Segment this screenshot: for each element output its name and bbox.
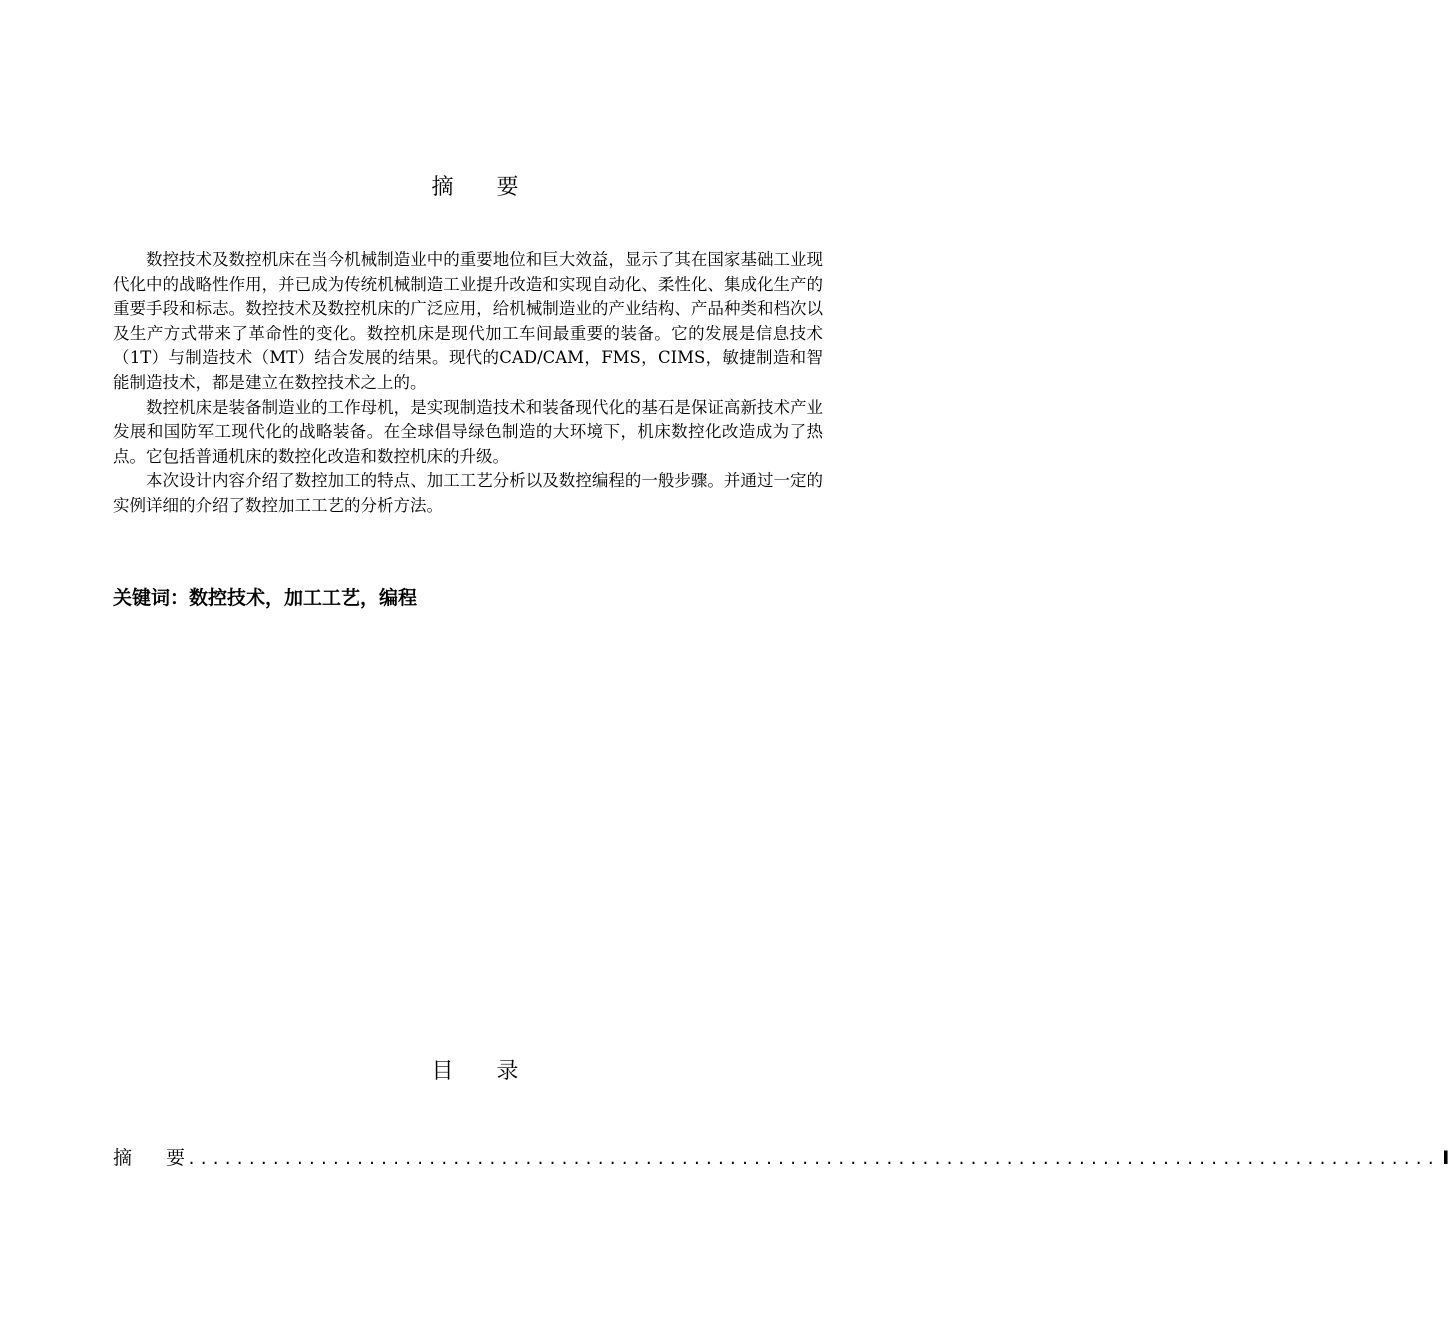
abstract-paragraph-3: 本次设计内容介绍了数控加工的特点、加工工艺分析以及数控编程的一般步骤。并通过一定的实例详细的介绍了数控加工工艺的分析方法。 (113, 471, 823, 515)
keywords-line: 关键词：数控技术，加工工艺，编程 (113, 587, 418, 609)
abstract-paragraph-1: 数控技术及数控机床在当今机械制造业中的重要地位和巨大效益，显示了其在国家基础工业现代化中的战略性作用，并已成为传统机械制造工业提升改造和实现自动化、柔性化、集成化生产的重要手段和标志。数控技术及数控机床的广泛应用，给机械制造业的产业结构、产品种类和档次以及生产方式带来了革命性的变化。数控机床是现代加工车间最重要的装备。它的发展是信息技术（1T）与制造技术（MT）结合发展的结果。现代的CAD/CAM，FMS，CIMS，敏捷制造和智能制造技术，都是建立在数控技术之上的。 (113, 250, 823, 392)
toc-entry-label: 摘 要 (113, 1147, 200, 1169)
abstract-paragraph-2: 数控机床是装备制造业的工作母机，是实现制造技术和装备现代化的基石是保证高新技术产业发展和国防军工现代化的战略装备。在全球倡导绿色制造的大环境下，机床数控化改造成为了热点。它包括普通机床的数控化改造和数控机床的升级。 (113, 397, 823, 466)
toc-entry-abstract[interactable] (113, 1144, 1449, 1172)
toc-entry-page-number: I (1442, 1147, 1449, 1169)
toc-title: 目 录 (431, 1059, 537, 1084)
abstract-body (113, 248, 823, 519)
abstract-title: 摘 要 (431, 175, 537, 200)
toc-entry-leader: ........................................................................................................ (187, 1150, 1439, 1168)
